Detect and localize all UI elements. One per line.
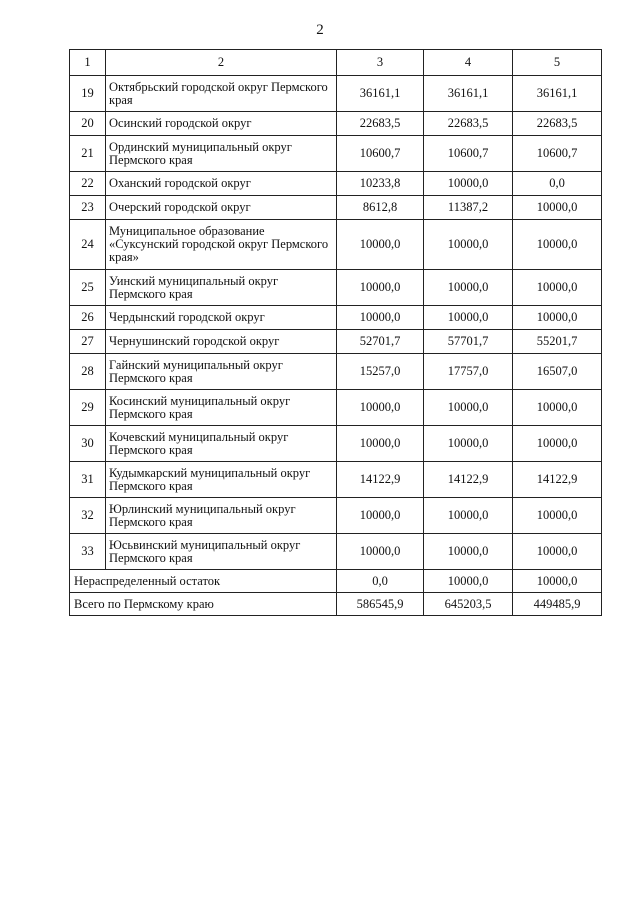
- value-col-4: 10000,0: [424, 220, 513, 270]
- column-header-4: 4: [424, 50, 513, 76]
- value-col-4: 22683,5: [424, 112, 513, 136]
- value-col-4: 10600,7: [424, 136, 513, 172]
- value-col-5: 22683,5: [513, 112, 602, 136]
- value-col-3: 15257,0: [337, 354, 424, 390]
- table-row: [70, 390, 602, 426]
- value-col-5: 55201,7: [513, 330, 602, 354]
- value-col-3: 10000,0: [337, 534, 424, 570]
- row-number: 25: [70, 270, 106, 306]
- value-col-4: 14122,9: [424, 462, 513, 498]
- row-number: 32: [70, 498, 106, 534]
- value-col-5: 10000,0: [513, 390, 602, 426]
- value-col-5: 36161,1: [513, 76, 602, 112]
- value-col-4: 17757,0: [424, 354, 513, 390]
- municipality-name: Чердынский городской округ: [106, 306, 337, 330]
- value-col-3: 10000,0: [337, 390, 424, 426]
- value-col-4: 57701,7: [424, 330, 513, 354]
- row-number: 28: [70, 354, 106, 390]
- total-label: Всего по Пермскому краю: [70, 593, 337, 616]
- value-col-5: 10000,0: [513, 426, 602, 462]
- value-col-3: 52701,7: [337, 330, 424, 354]
- municipality-name: Кудымкарский муниципальный округ Пермского края: [106, 462, 337, 498]
- value-col-5: 14122,9: [513, 462, 602, 498]
- row-number: 21: [70, 136, 106, 172]
- value-col-4: 36161,1: [424, 76, 513, 112]
- value-col-5: 10600,7: [513, 136, 602, 172]
- value-col-4: 10000,0: [424, 306, 513, 330]
- value-col-5: 10000,0: [513, 196, 602, 220]
- unallocated-balance-row: [70, 570, 602, 593]
- table-row: [70, 196, 602, 220]
- value-col-5: 10000,0: [513, 570, 602, 593]
- value-col-5: 10000,0: [513, 270, 602, 306]
- municipality-name: Октябрьский городской округ Пермского края: [106, 76, 337, 112]
- column-header-5: 5: [513, 50, 602, 76]
- value-col-4: 645203,5: [424, 593, 513, 616]
- municipality-name: Ординский муниципальный округ Пермского края: [106, 136, 337, 172]
- value-col-3: 36161,1: [337, 76, 424, 112]
- value-col-4: 10000,0: [424, 270, 513, 306]
- table-row: [70, 330, 602, 354]
- value-col-3: 10000,0: [337, 220, 424, 270]
- municipality-name: Косинский муниципальный округ Пермского края: [106, 390, 337, 426]
- row-number: 33: [70, 534, 106, 570]
- value-col-4: 10000,0: [424, 426, 513, 462]
- value-col-3: 586545,9: [337, 593, 424, 616]
- value-col-3: 10000,0: [337, 306, 424, 330]
- municipality-name: Осинский городской округ: [106, 112, 337, 136]
- row-number: 27: [70, 330, 106, 354]
- table-row: [70, 220, 602, 270]
- row-number: 26: [70, 306, 106, 330]
- row-number: 20: [70, 112, 106, 136]
- column-header-3: 3: [337, 50, 424, 76]
- value-col-5: 0,0: [513, 172, 602, 196]
- table-row: [70, 172, 602, 196]
- total-row: [70, 593, 602, 616]
- municipality-name: Оханский городской округ: [106, 172, 337, 196]
- value-col-4: 10000,0: [424, 498, 513, 534]
- table-row: [70, 354, 602, 390]
- header-row: [70, 50, 602, 76]
- table-row: [70, 76, 602, 112]
- table-row: [70, 306, 602, 330]
- row-number: 31: [70, 462, 106, 498]
- column-header-2: 2: [106, 50, 337, 76]
- row-number: 29: [70, 390, 106, 426]
- value-col-4: 11387,2: [424, 196, 513, 220]
- table-row: [70, 136, 602, 172]
- row-number: 23: [70, 196, 106, 220]
- municipality-name: Муниципальное образование «Суксунский городской округ Пермского края»: [106, 220, 337, 270]
- value-col-3: 8612,8: [337, 196, 424, 220]
- value-col-5: 10000,0: [513, 534, 602, 570]
- value-col-5: 16507,0: [513, 354, 602, 390]
- value-col-3: 10000,0: [337, 270, 424, 306]
- page-number: 2: [316, 22, 324, 38]
- table-row: [70, 498, 602, 534]
- value-col-5: 10000,0: [513, 220, 602, 270]
- value-col-3: 10233,8: [337, 172, 424, 196]
- municipality-name: Уинский муниципальный округ Пермского края: [106, 270, 337, 306]
- value-col-5: 10000,0: [513, 498, 602, 534]
- value-col-3: 0,0: [337, 570, 424, 593]
- row-number: 19: [70, 76, 106, 112]
- value-col-3: 10000,0: [337, 426, 424, 462]
- table-header: [70, 50, 602, 76]
- municipality-name: Чернушинский городской округ: [106, 330, 337, 354]
- row-number: 22: [70, 172, 106, 196]
- municipality-name: Юсьвинский муниципальный округ Пермского края: [106, 534, 337, 570]
- table-row: [70, 426, 602, 462]
- value-col-4: 10000,0: [424, 534, 513, 570]
- municipality-name: Юрлинский муниципальный округ Пермского края: [106, 498, 337, 534]
- table-row: [70, 534, 602, 570]
- table-body: [70, 76, 602, 616]
- row-number: 30: [70, 426, 106, 462]
- value-col-4: 10000,0: [424, 172, 513, 196]
- table-row: [70, 270, 602, 306]
- municipality-name: Очерский городской округ: [106, 196, 337, 220]
- allocation-table: [69, 49, 602, 616]
- table-row: [70, 462, 602, 498]
- column-header-1: 1: [70, 50, 106, 76]
- table-row: [70, 112, 602, 136]
- value-col-3: 10000,0: [337, 498, 424, 534]
- value-col-4: 10000,0: [424, 390, 513, 426]
- value-col-3: 10600,7: [337, 136, 424, 172]
- value-col-3: 14122,9: [337, 462, 424, 498]
- value-col-5: 10000,0: [513, 306, 602, 330]
- value-col-4: 10000,0: [424, 570, 513, 593]
- municipality-name: Гайнский муниципальный округ Пермского края: [106, 354, 337, 390]
- municipality-name: Кочевский муниципальный округ Пермского края: [106, 426, 337, 462]
- row-number: 24: [70, 220, 106, 270]
- value-col-5: 449485,9: [513, 593, 602, 616]
- unallocated-balance-label: Нераспределенный остаток: [70, 570, 337, 593]
- value-col-3: 22683,5: [337, 112, 424, 136]
